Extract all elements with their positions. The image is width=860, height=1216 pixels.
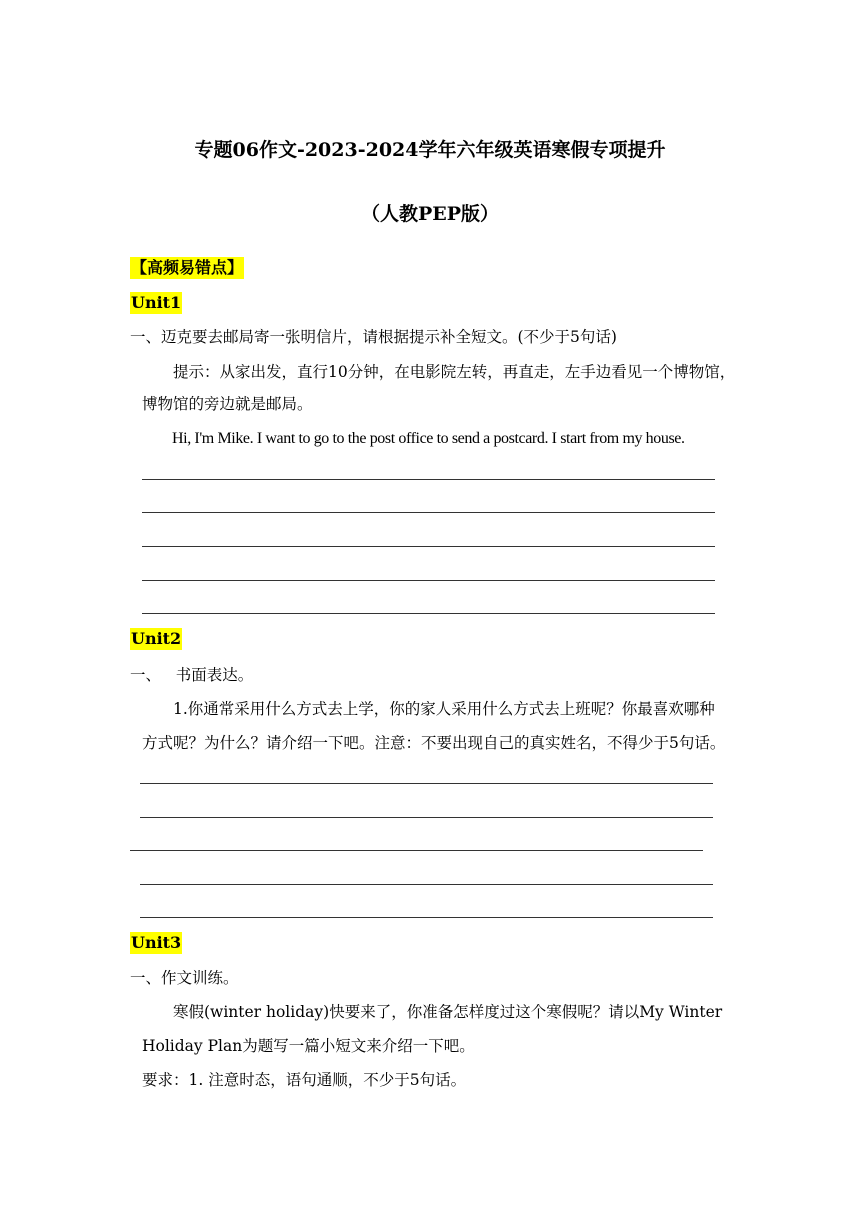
unit3-label: Unit3 [131, 933, 182, 952]
answer-line [142, 546, 715, 547]
page-title: 专题06作文-2023-2024学年六年级英语寒假专项提升 [194, 139, 666, 161]
answer-line [142, 479, 715, 480]
section-tag: 【高频易错点】 [131, 258, 244, 277]
unit2-question-line1: 1.你通常采用什么方式去上学，你的家人采用什么方式去上班呢？你最喜欢哪种 [173, 700, 715, 718]
unit3-prompt-line2: Holiday Plan为题写一篇小短文来介绍一下吧。 [142, 1037, 475, 1055]
page-subtitle: （人教PEP版） [360, 203, 500, 225]
unit3-prompt-line1: 寒假(winter holiday)快要来了，你准备怎样度过这个寒假呢？请以My Winter [173, 1003, 723, 1021]
unit1-hint-line2: 博物馆的旁边就是邮局。 [142, 395, 313, 413]
unit2-heading: 一、 书面表达。 [130, 666, 254, 684]
unit3-requirement: 要求：1. 注意时态，语句通顺，不少于5句话。 [142, 1071, 467, 1089]
unit1-starter-sentence: Hi, I'm Mike. I want to go to the post office to send a postcard. I start from my house. [172, 430, 685, 447]
answer-line [140, 783, 713, 784]
answer-line [130, 850, 703, 851]
unit1-heading: 一、迈克要去邮局寄一张明信片，请根据提示补全短文。(不少于5句话) [130, 328, 617, 346]
answer-line [140, 817, 713, 818]
unit1-hint-line1: 提示：从家出发，直行10分钟，在电影院左转，再直走，左手边看见一个博物馆， [173, 363, 736, 381]
answer-line [142, 580, 715, 581]
unit3-heading: 一、作文训练。 [130, 969, 239, 987]
unit1-label: Unit1 [131, 293, 182, 312]
unit2-label: Unit2 [131, 629, 182, 648]
answer-line [142, 512, 715, 513]
answer-line [140, 917, 713, 918]
answer-line [142, 613, 715, 614]
unit2-question-line2: 方式呢？为什么？请介绍一下吧。注意：不要出现自己的真实姓名，不得少于5句话。 [142, 734, 726, 752]
answer-line [140, 884, 713, 885]
